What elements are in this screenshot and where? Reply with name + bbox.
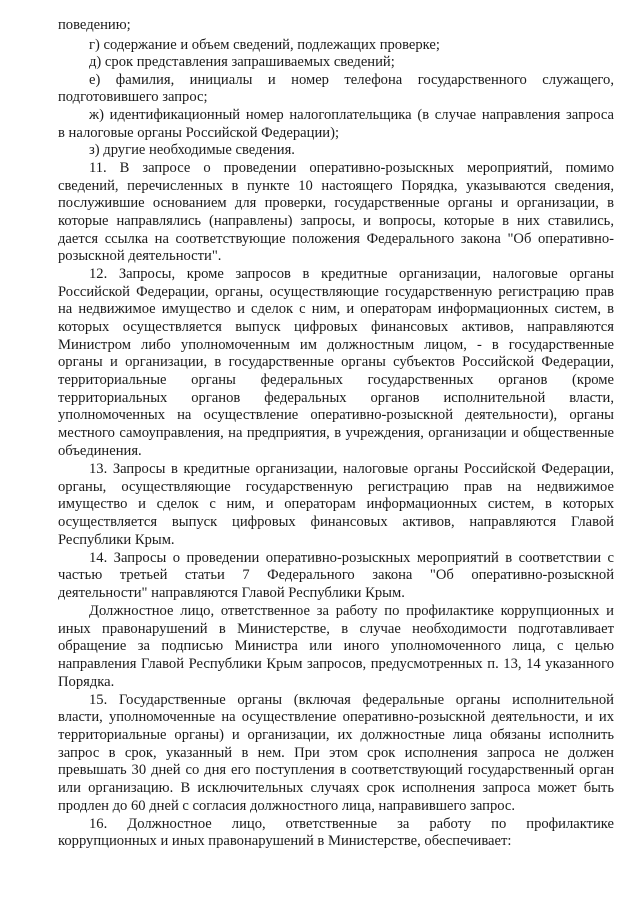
document-line: обращение за подписью Министра или иного уполномоченного лица, с целью <box>58 638 614 654</box>
document-line: 12. Запросы, кроме запросов в кредитные организации, налоговые органы <box>89 266 614 282</box>
document-line: запрос в срок, указанный в нем. При этом срок исполнения запроса не должен <box>58 745 614 761</box>
document-line: или организацию. В исключительных случаях срок исполнения запроса может быть <box>58 780 614 796</box>
document-line: превышать 30 дней со дня его поступления в соответствующий государственный орган <box>58 762 614 778</box>
document-line: поведению; <box>58 17 131 33</box>
document-line: 14. Запросы о проведении оперативно-розыскных мероприятий в соответствии с <box>89 550 614 566</box>
document-line: Республики Крым. <box>58 532 175 548</box>
document-line: в налоговые органы Российской Федерации); <box>58 125 340 141</box>
document-line: иных правонарушений в Министерстве, в случае необходимости подготавливает <box>58 621 614 637</box>
document-line: сведений, перечисленных в пункте 10 настоящего Порядка, указываются сведения, <box>58 178 614 194</box>
document-line: Российской Федерации, органы, осуществляющие государственную регистрацию прав <box>58 284 614 300</box>
document-line: з) другие необходимые сведения. <box>89 142 295 158</box>
document-line: розыскной деятельности". <box>58 248 222 264</box>
document-line: местного самоуправления, на предприятия, в учреждения, организации и общественные <box>58 425 614 441</box>
document-line: территориальных органов федеральных органов исполнительной власти, <box>58 390 614 406</box>
document-line: которые направлялись (направлены) запросы, и вопросы, которые в них ставились, <box>58 213 614 229</box>
document-line: 13. Запросы в кредитные организации, налоговые органы Российской Федерации, <box>89 461 614 477</box>
document-line: коррупционных и иных правонарушений в Министерстве, обеспечивает: <box>58 833 512 849</box>
document-line: осуществляется выпуск цифровых финансовых активов, направляются Главой <box>58 514 614 530</box>
document-line: направления Главой Республики Крым запросов, предусмотренных п. 13, 14 указанного <box>58 656 614 672</box>
document-line: территориальные органы федеральных государственных органов (кроме <box>58 372 614 388</box>
document-line: частью третьей статьи 7 Федерального закона "Об оперативно-розыскной <box>58 567 614 583</box>
document-line: 11. В запросе о проведении оперативно-розыскных мероприятий, помимо <box>89 160 614 176</box>
document-line: органы, осуществляющие государственную регистрацию прав на недвижимое <box>58 479 614 495</box>
document-line: продлен до 60 дней с согласия должностного лица, направившего запрос. <box>58 798 516 814</box>
document-line: деятельности" направляются Главой Республики Крым. <box>58 585 405 601</box>
document-line: территориальные органы) и организации, их должностные лица обязаны исполнить <box>58 727 614 743</box>
document-line: подготовившего запрос; <box>58 89 208 105</box>
document-line: Порядка. <box>58 674 115 690</box>
document-line: д) срок представления запрашиваемых сведений; <box>89 54 395 70</box>
document-line: г) содержание и объем сведений, подлежащих проверке; <box>89 37 440 53</box>
document-line: Должностное лицо, ответственное за работу по профилактике коррупционных и <box>89 603 614 619</box>
document-line: е) фамилия, инициалы и номер телефона государственного служащего, <box>89 72 614 88</box>
document-line: ж) идентификационный номер налогоплательщика (в случае направления запроса <box>89 107 614 123</box>
document-line: власти, уполномоченные на осуществление оперативно-розыскной деятельности, и их <box>58 709 614 725</box>
document-line: объединения. <box>58 443 142 459</box>
document-line: уполномоченных на осуществление оперативно-розыскной деятельности), органы <box>58 407 614 423</box>
document-line: имущество и сделок с ним, и операторам информационных систем, в которых <box>58 496 614 512</box>
document-line: на недвижимое имущество и сделок с ним, и операторам информационных систем, в <box>58 301 614 317</box>
document-line: послужившие основанием для проверки, государственные органы и организации, в <box>58 195 614 211</box>
document-line: 15. Государственные органы (включая федеральные органы исполнительной <box>89 692 614 708</box>
document-line: органы и организации, в государственные органы субъектов Российской Федерации, <box>58 354 614 370</box>
document-line: 16. Должностное лицо, ответственные за работу по профилактике <box>89 816 614 832</box>
document-line: Министром либо уполномоченным им должностным лицом, - в государственные <box>58 337 614 353</box>
document-line: дается ссылка на соответствующие положения Федерального закона "Об оперативно- <box>58 231 614 247</box>
document-line: которых осуществляется выпуск цифровых финансовых активов, направляются <box>58 319 614 335</box>
